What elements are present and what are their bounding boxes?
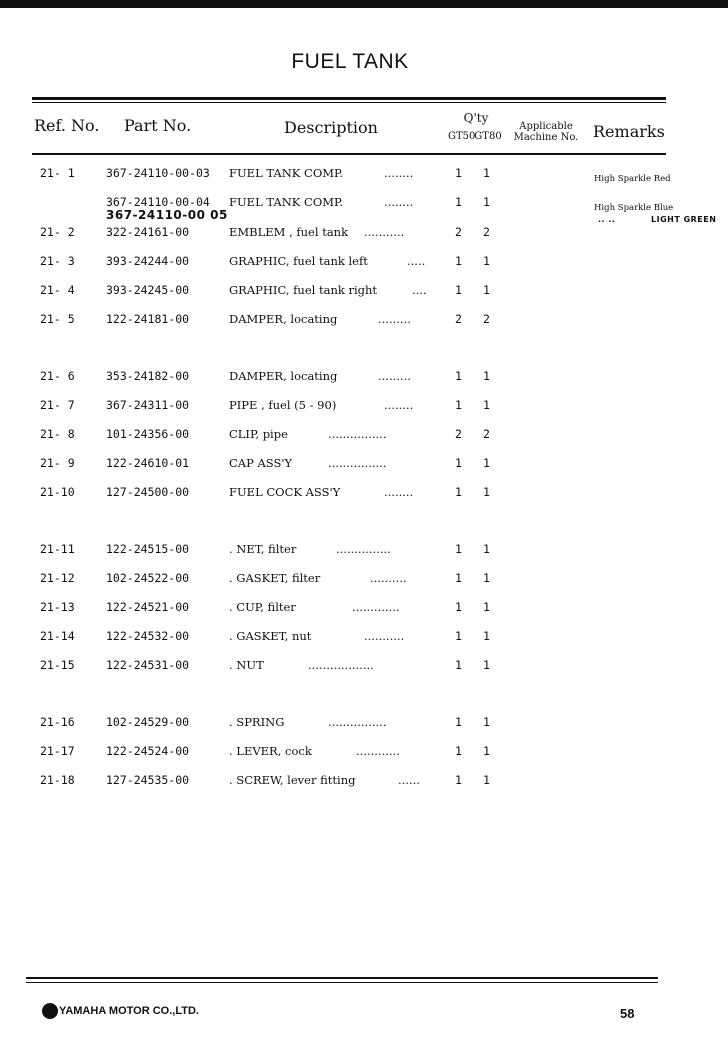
header-description: Description <box>284 118 378 137</box>
qty-gt50: 1 <box>455 744 462 758</box>
ref-no: 21-18 <box>40 773 75 787</box>
handwritten-part-note: 367-24110-00 05 <box>106 208 228 222</box>
description: . SPRING <box>229 715 285 729</box>
qty-gt80: 1 <box>483 715 490 729</box>
description: FUEL COCK ASS'Y <box>229 485 341 499</box>
qty-gt50: 1 <box>455 629 462 643</box>
part-no: 122-24532-00 <box>106 629 190 643</box>
qty-gt50: 1 <box>455 571 462 585</box>
qty-gt50: 2 <box>455 312 462 326</box>
header-rule-top-thin <box>32 102 666 103</box>
part-no: 102-24522-00 <box>106 571 190 585</box>
header-applicable <box>512 121 580 143</box>
header-qty: Q'ty <box>463 111 489 125</box>
qty-gt80: 1 <box>483 166 490 180</box>
part-no: 127-24500-00 <box>106 485 190 499</box>
description: CLIP, pipe <box>229 427 288 441</box>
part-no: 122-24515-00 <box>106 542 190 556</box>
remark: High Sparkle Red <box>594 174 671 184</box>
description: GRAPHIC, fuel tank left <box>229 254 368 268</box>
part-no: 101-24356-00 <box>106 427 190 441</box>
description: . NUT <box>229 658 264 672</box>
header-ref-no: Ref. No. <box>34 116 100 135</box>
qty-gt80: 1 <box>483 571 490 585</box>
part-no: 353-24182-00 <box>106 369 190 383</box>
qty-gt80: 1 <box>483 283 490 297</box>
footer-rule-bottom <box>26 982 658 983</box>
qty-gt80: 1 <box>483 744 490 758</box>
header-qty-gt50: GT50 <box>448 131 476 142</box>
leader-dots: ..... <box>407 254 426 268</box>
qty-gt50: 1 <box>455 715 462 729</box>
qty-gt80: 1 <box>483 254 490 268</box>
leader-dots: ........ <box>384 398 414 412</box>
description: GRAPHIC, fuel tank right <box>229 283 378 297</box>
ref-no: 21- 5 <box>40 312 75 326</box>
qty-gt80: 1 <box>483 629 490 643</box>
qty-gt50: 1 <box>455 600 462 614</box>
part-no: 102-24529-00 <box>106 715 190 729</box>
qty-gt80: 1 <box>483 542 490 556</box>
qty-gt50: 1 <box>455 166 462 180</box>
leader-dots: .... <box>412 283 427 297</box>
ref-no: 21- 7 <box>40 398 75 412</box>
qty-gt50: 1 <box>455 369 462 383</box>
part-no: 322-24161-00 <box>106 225 190 239</box>
qty-gt50: 2 <box>455 427 462 441</box>
scan-top-edge <box>0 0 728 8</box>
qty-gt50: 1 <box>455 773 462 787</box>
description: . NET, filter <box>229 542 297 556</box>
leader-dots: ......... <box>378 369 411 383</box>
description: CAP ASS'Y <box>229 456 293 470</box>
qty-gt50: 1 <box>455 398 462 412</box>
ref-no: 21-14 <box>40 629 75 643</box>
ref-no: 21-11 <box>40 542 75 556</box>
qty-gt50: 1 <box>455 485 462 499</box>
ref-no: 21-10 <box>40 485 75 499</box>
handwritten-remark-ditto: .. .. <box>598 215 616 224</box>
qty-gt50: 1 <box>455 254 462 268</box>
description: DAMPER, locating <box>229 369 338 383</box>
qty-gt80: 1 <box>483 369 490 383</box>
description: EMBLEM , fuel tank <box>229 225 349 239</box>
ref-no: 21- 3 <box>40 254 75 268</box>
qty-gt80: 1 <box>483 600 490 614</box>
description: . GASKET, nut <box>229 629 312 643</box>
header-rule-bottom <box>32 153 666 155</box>
leader-dots: ........... <box>364 629 405 643</box>
part-no: 122-24610-01 <box>106 456 190 470</box>
qty-gt50: 1 <box>455 195 462 209</box>
qty-gt80: 2 <box>483 312 490 326</box>
qty-gt80: 1 <box>483 195 490 209</box>
leader-dots: .................. <box>308 658 374 672</box>
leader-dots: ........ <box>384 166 414 180</box>
ref-no: 21- 4 <box>40 283 75 297</box>
qty-gt80: 1 <box>483 658 490 672</box>
ref-no: 21-17 <box>40 744 75 758</box>
description: . LEVER, cock <box>229 744 312 758</box>
leader-dots: ................ <box>328 427 387 441</box>
description: DAMPER, locating <box>229 312 338 326</box>
ref-no: 21-16 <box>40 715 75 729</box>
qty-gt80: 1 <box>483 398 490 412</box>
page-title: FUEL TANK <box>291 50 409 73</box>
header-rule-top <box>32 97 666 100</box>
header-applicable-line1: Applicable <box>519 121 573 132</box>
part-no: 393-24245-00 <box>106 283 190 297</box>
part-no: 122-24524-00 <box>106 744 190 758</box>
header-remarks: Remarks <box>593 122 665 141</box>
qty-gt80: 1 <box>483 485 490 499</box>
header-part-no: Part No. <box>124 116 192 135</box>
remark: High Sparkle Blue <box>594 203 674 213</box>
qty-gt50: 1 <box>455 658 462 672</box>
yamaha-emblem-icon <box>42 1003 58 1019</box>
part-no: 127-24535-00 <box>106 773 190 787</box>
qty-gt80: 1 <box>483 773 490 787</box>
ref-no: 21-12 <box>40 571 75 585</box>
leader-dots: ............. <box>352 600 400 614</box>
page-number: 58 <box>620 1006 635 1021</box>
part-no: 122-24521-00 <box>106 600 190 614</box>
ref-no: 21- 8 <box>40 427 75 441</box>
company-logo <box>42 1003 199 1019</box>
part-no: 367-24110-00-04 <box>106 195 210 209</box>
ref-no: 21- 2 <box>40 225 75 239</box>
qty-gt50: 2 <box>455 225 462 239</box>
ref-no: 21- 9 <box>40 456 75 470</box>
part-no: 367-24311-00 <box>106 398 190 412</box>
leader-dots: ........ <box>384 195 414 209</box>
part-no: 122-24181-00 <box>106 312 190 326</box>
part-no: 393-24244-00 <box>106 254 190 268</box>
leader-dots: ........ <box>384 485 414 499</box>
handwritten-remark-note: LIGHT GREEN <box>651 215 717 224</box>
leader-dots: ........... <box>364 225 405 239</box>
ref-no: 21- 6 <box>40 369 75 383</box>
ref-no: 21-15 <box>40 658 75 672</box>
leader-dots: ...... <box>398 773 420 787</box>
leader-dots: ............... <box>336 542 391 556</box>
leader-dots: ............ <box>356 744 400 758</box>
leader-dots: ................ <box>328 715 387 729</box>
qty-gt50: 1 <box>455 456 462 470</box>
company-name: YAMAHA MOTOR CO.,LTD. <box>59 1005 199 1017</box>
header-qty-gt80: GT80 <box>474 131 502 142</box>
description: . SCREW, lever fitting <box>229 773 356 787</box>
leader-dots: ......... <box>378 312 411 326</box>
qty-gt50: 1 <box>455 542 462 556</box>
footer-rule-top <box>26 977 658 979</box>
ref-no: 21-13 <box>40 600 75 614</box>
leader-dots: .......... <box>370 571 407 585</box>
part-no: 367-24110-00-03 <box>106 166 210 180</box>
ref-no: 21- 1 <box>40 166 75 180</box>
qty-gt80: 2 <box>483 427 490 441</box>
part-no: 122-24531-00 <box>106 658 190 672</box>
description: PIPE , fuel (5 - 90) <box>229 398 337 412</box>
qty-gt80: 1 <box>483 456 490 470</box>
qty-gt80: 2 <box>483 225 490 239</box>
description: . CUP, filter <box>229 600 296 614</box>
header-applicable-line2: Machine No. <box>513 132 579 143</box>
description: FUEL TANK COMP. <box>229 166 344 180</box>
leader-dots: ................ <box>328 456 387 470</box>
qty-gt50: 1 <box>455 283 462 297</box>
description: FUEL TANK COMP. <box>229 195 344 209</box>
description: . GASKET, filter <box>229 571 321 585</box>
